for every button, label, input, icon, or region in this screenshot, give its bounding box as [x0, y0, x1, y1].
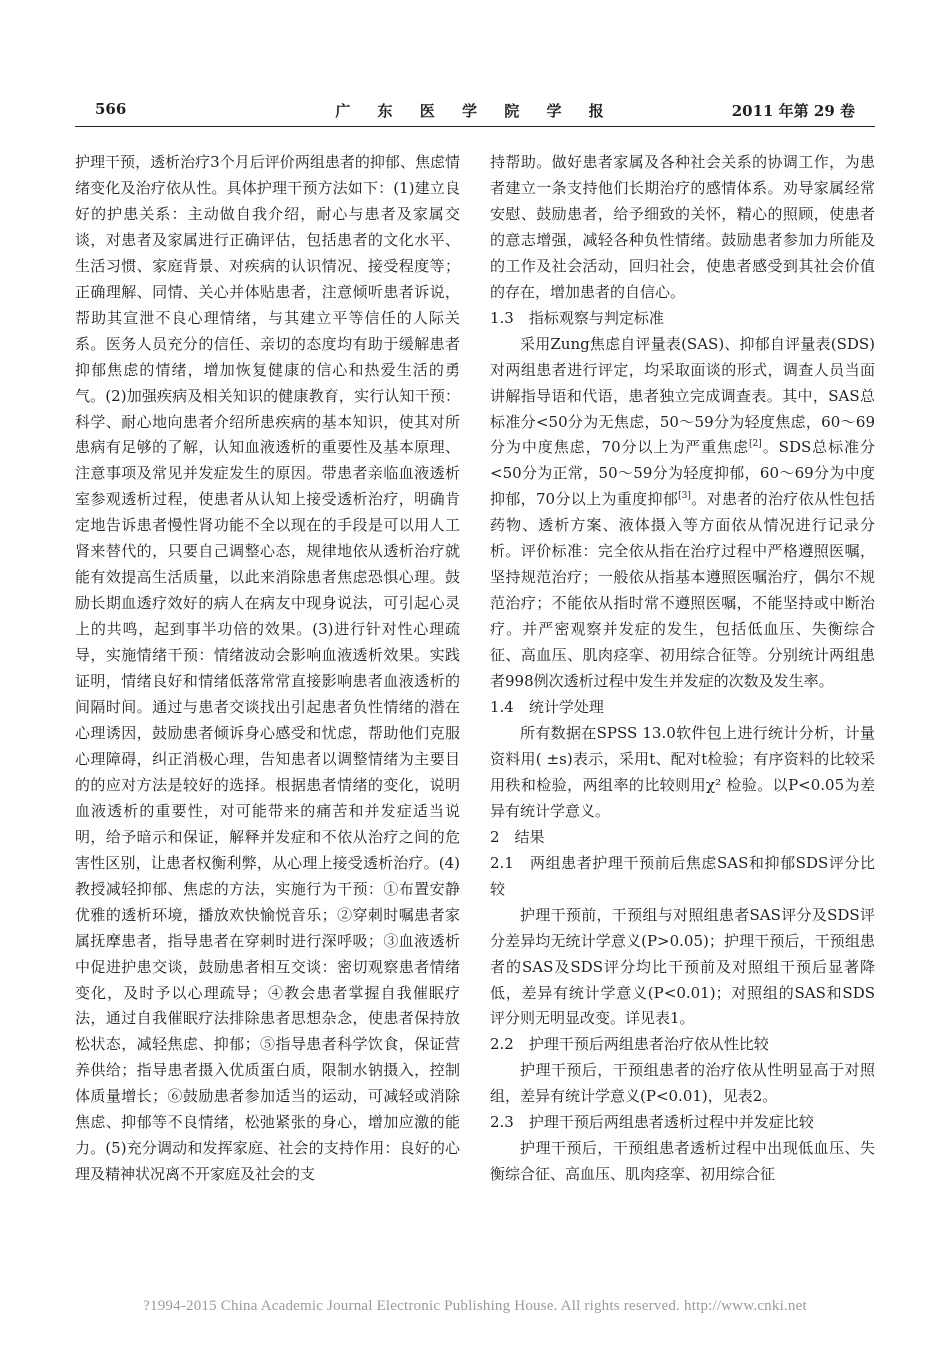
section-heading-2: 2 结果	[490, 827, 545, 846]
section-heading-1-4: 1.4 统计学处理	[490, 698, 604, 717]
page-number: 566	[95, 100, 127, 118]
citation-ref[interactable]: [3]	[678, 491, 691, 502]
paragraph: 护理干预，透析治疗3个月后评价两组患者的抑郁、焦虑情绪变化及治疗依从性。具体护理干预方法如下：(1)建立良好的护患关系：主动做自我介绍，耐心与患者及家属交谈，对患者及家属进行正确评估，包括患者的文化水平、生活习惯、家庭背景、对疾病的认识情况、接受程度等；正确理解、同情、关心并体贴患者，注意倾听患者诉说，帮助其宣泄不良心理情绪，与其建立平等信任的人际关系。医务人员充分的信任、亲切的态度均有助于缓解患者抑郁焦虑的情绪，增加恢复健康的信心和热爱生活的勇气。(2)加强疾病及相关知识的健康教育，实行认知干预：科学、耐心地向患者介绍所患疾病的基本知识，使其对所患病有足够的了解，认知血液透析的重要性及基本原理、注意事项及常见并发症发生的原因。带患者亲临血液透析室参观透析过程，使患者从认知上接受透析治疗，明确肯定地告诉患者慢性肾功能不全以现在的手段是可以用人工肾来替代的，只要自己调整心态，规律地依从透析治疗就能有效提高生活质量，以此来消除患者焦虑恐惧心理。鼓励长期血透疗效好的病人在病友中现身说法，可引起心灵上的共鸣，起到事半功倍的效果。(3)进行针对性心理疏导，实施情绪干预：情绪波动会影响血液透析效果。实践证明，情绪良好和情绪低落常常直接影响患者血液透析的间隔时间。通过与患者交谈找出引起患者负性情绪的潜在心理诱因，鼓励患者倾诉身心感受和忧虑，帮助他们克服心理障碍，纠正消极心理，告知患者以调整情绪为主要目的的应对方法是较好的选择。根据患者情绪的变化，说明血液透析的重要性，对可能带来的痛苦和并发症适当说明，给予暗示和保证，解释并发症和不依从治疗之间的危害性区别，让患者权衡利弊，从心理上接受透析治疗。(4)教授减轻抑郁、焦虑的方法，实施行为干预：①布置安静优雅的透析环境，播放欢快愉悦音乐；②穿刺时嘱患者家属抚摩患者，指导患者在穿刺时进行深呼吸；③血液透析中促进护患交谈，鼓励患者相互交谈：密切观察患者情绪变化，及时予以心理疏导；④教会患者掌握自我催眠疗法，通过自我催眠疗法排除患者思想杂念，使患者保持放松状态，减轻焦虑、抑郁；⑤指导患者科学饮食，保证营养供给；指导患者摄入优质蛋白质，限制水钠摄入，控制体质量增长；⑥鼓励患者参加适当的运动，可减轻或消除焦虑、抑郁等不良情绪，松弛紧张的身心，增加应激的能力。(5)充分调动和发挥家庭、社会的支持作用：良好的心理及精神状况离不开家庭及社会的支	[75, 153, 461, 1184]
paragraph: 护理干预后，干预组患者透析过程中出现低血压、失衡综合征、高血压、肌肉痉挛、初用综合征	[490, 1139, 875, 1184]
paragraph: 护理干预前，干预组与对照组患者SAS评分及SDS评分差异均无统计学意义(P>0.05)；护理干预后，干预组患者的SAS及SDS评分均比干预前及对照组干预后显著降低，差异有统计学意义(P<0.01)；对照组的SAS和SDS评分则无明显改变。详见表1。	[490, 905, 875, 1028]
copyright-footer: ?1994-2015 China Academic Journal Electronic Publishing House. All rights reserved. http://www.cnki.net	[143, 1298, 807, 1314]
paragraph: 护理干预后，干预组患者的治疗依从性明显高于对照组，差异有统计学意义(P<0.01)，见表2。	[490, 1061, 875, 1106]
section-heading-1-3: 1.3 指标观察与判定标准	[490, 308, 664, 327]
running-header	[75, 98, 875, 127]
section-heading-2-1: 2.1 两组患者护理干预前后焦虑SAS和抑郁SDS评分比较	[490, 853, 875, 898]
paragraph: 持帮助。做好患者家属及各种社会关系的协调工作，为患者建立一条支持他们长期治疗的感情体系。劝导家属经常安慰、鼓励患者，给予细致的关怀，精心的照顾，使患者的意志增强，减轻各种负性情绪。鼓励患者参加力所能及的工作及社会活动，回归社会，使患者感受到其社会价值的存在，增加患者的自信心。	[490, 153, 875, 301]
right-column	[490, 150, 875, 1188]
citation-ref[interactable]: [2]	[749, 439, 762, 450]
left-column	[75, 150, 460, 1188]
paragraph: 所有数据在SPSS 13.0软件包上进行统计分析，计量资料用( ±s)表示，采用t、配对t检验；有序资料的比较采用秩和检验，两组率的比较则用χ² 检验。以P<0.05为差异有统计学意义。	[490, 723, 875, 820]
paragraph: 采用Zung焦虑自评量表(SAS)、抑郁自评量表(SDS)对两组患者进行评定，均采取面谈的形式，调查人员当面讲解指导语和代语，患者独立完成调查表。其中，SAS总标准分<50分为无焦虑，50～59分为轻度焦虑，60～69分为中度焦虑，70分以上为严重焦虑[2]。SDS总标准分<50分为正常，50～59分为轻度抑郁，60～69分为中度抑郁，70分以上为重度抑郁[3]。对患者的治疗依从性包括药物、透析方案、液体摄入等方面依从情况进行记录分析。评价标准：完全依从指在治疗过程中严格遵照医嘱，坚持规范治疗；一般依从指基本遵照医嘱治疗，偶尔不规范治疗；不能依从指时常不遵照医嘱，不能坚持或中断治疗。并严密观察并发症的发生，包括低血压、失衡综合征、高血压、肌肉痉挛、初用综合征等。分别统计两组患者998例次透析过程中发生并发症的次数及发生率。	[490, 334, 875, 691]
section-heading-2-2: 2.2 护理干预后两组患者治疗依从性比较	[490, 1035, 769, 1054]
journal-issue: 2011 年第 29 卷	[731, 102, 855, 120]
section-heading-2-3: 2.3 护理干预后两组患者透析过程中并发症比较	[490, 1113, 814, 1132]
journal-name: 广 东 医 学 院 学 报	[335, 102, 615, 120]
